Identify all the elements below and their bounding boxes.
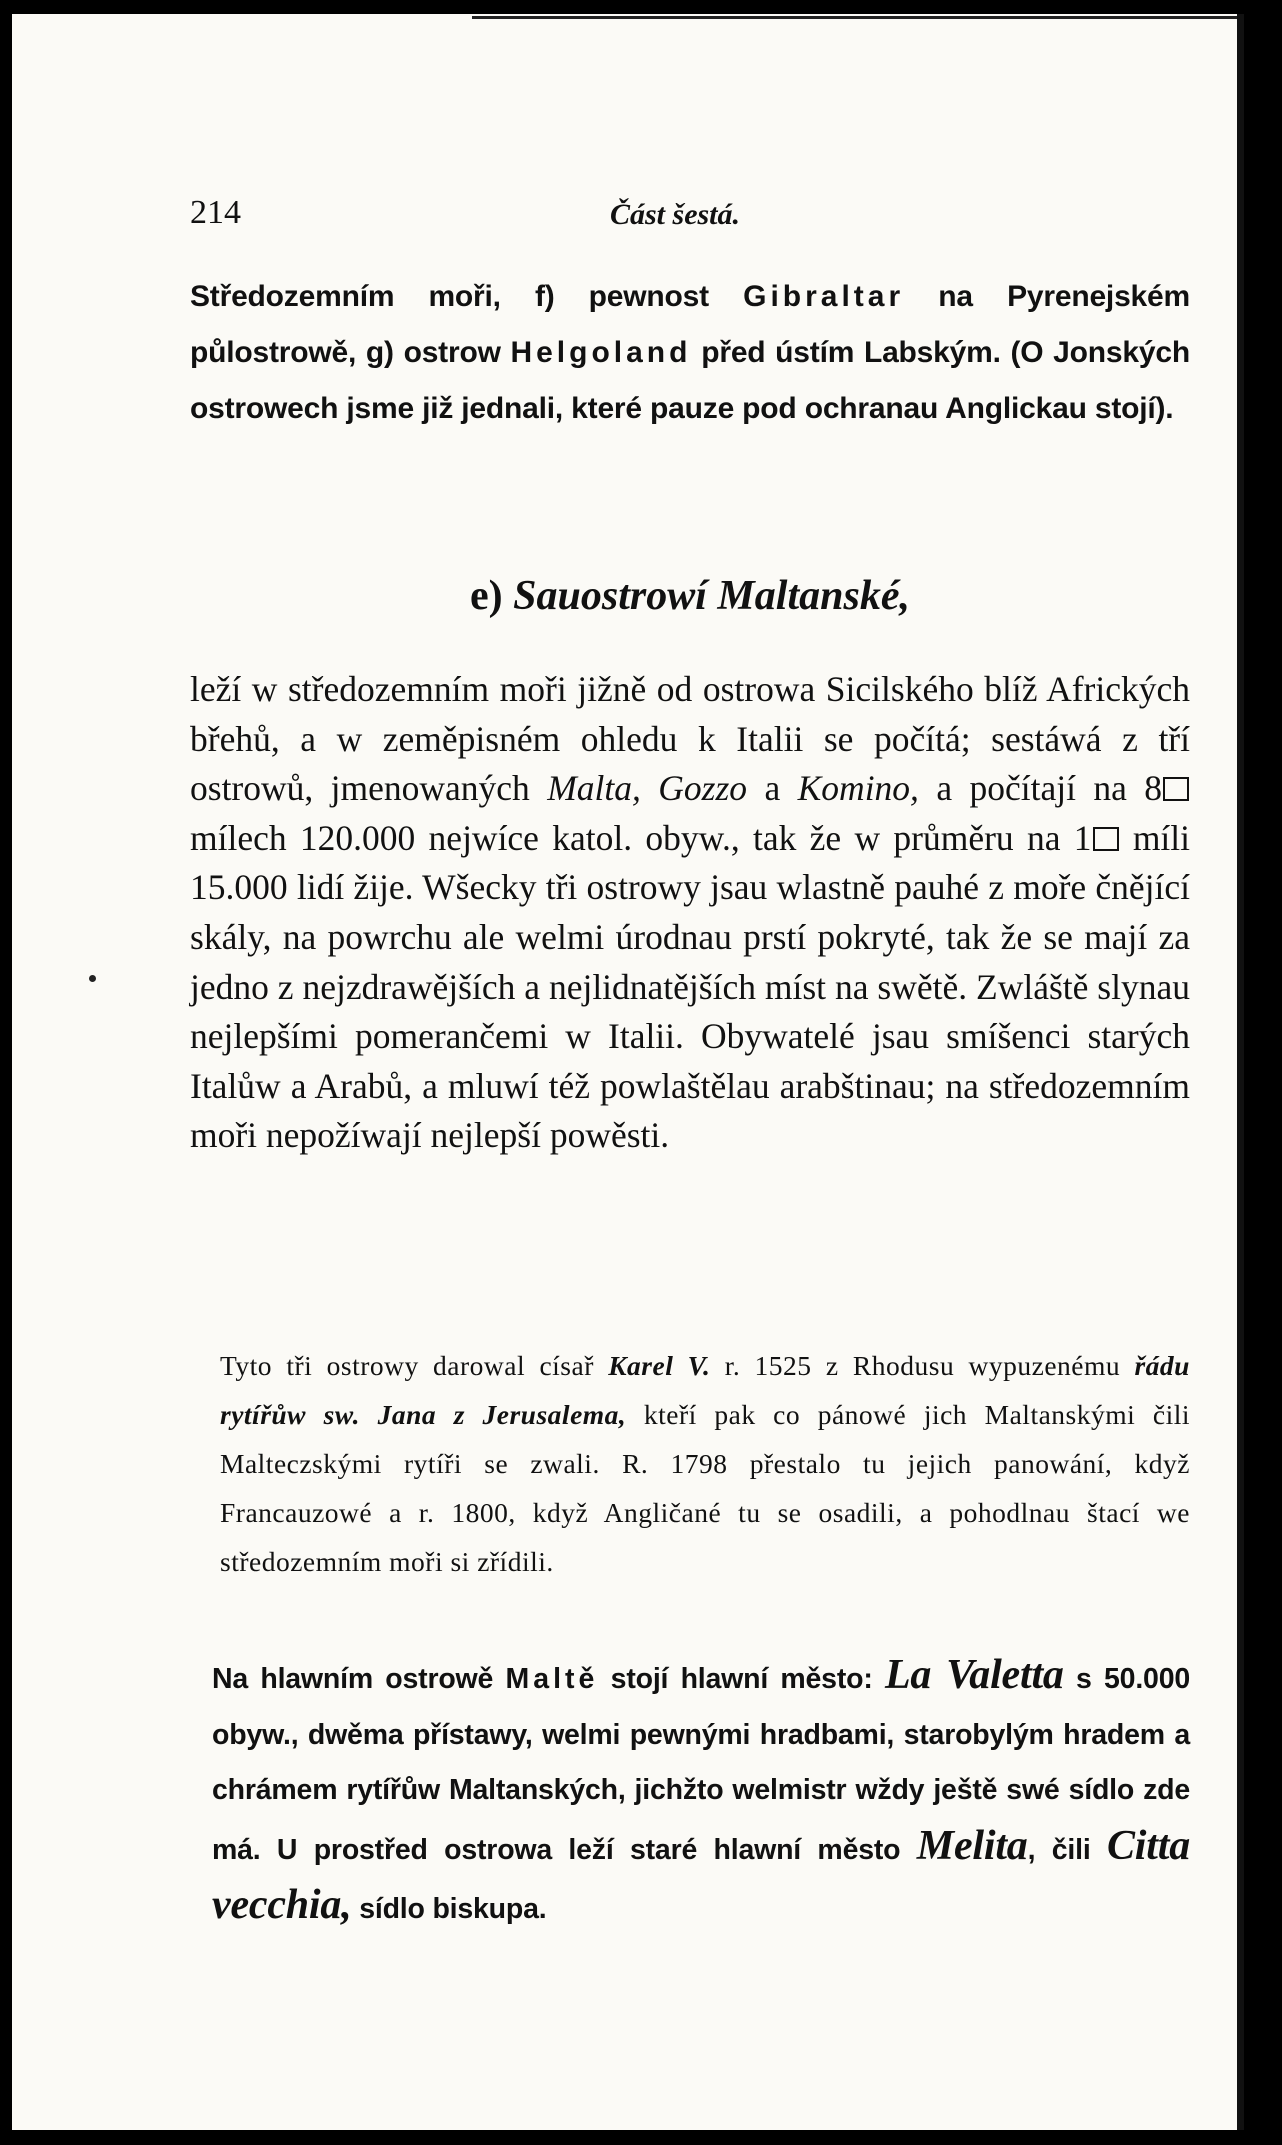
square-mile-symbol bbox=[1093, 827, 1119, 851]
name-karel: Karel V. bbox=[608, 1350, 711, 1381]
page-edge-shadow bbox=[1237, 14, 1244, 2130]
paragraph-maltese-islands: leží w středozemním moři jižně od ostrowa Sicilského blíž Afrických břehů, a w zeměpisném ohledu k Italii se počítá; sestáwá z tří ostrowů, jmenowaných Malta, Gozzo a Komino, a počítají na 8 mílech 120.000 nejwíce katol. obyw., tak že w průměru na 1 míli 15.000 lidí žije. Wšecky tři ostrowy jsau wlastně pauhé z moře čnějící skály, na powrchu ale welmi úrodnau prstí pokryté, tak že se mají za jedno z nejzdrawějších a nejlidnatějších míst na swětě. Zwláště slynau nejlepšími pomerančemi w Italii. Obywatelé jsau smíšenci starých Italůw a Arabů, a mluwí též powlaštělau arabštinau; na středozemním moři nepožíwají nejlepší powěsti. bbox=[190, 669, 1191, 1156]
paragraph-history-note: Tyto tři ostrowy darowal císař Karel V. r. 1525 z Rhodusu wypuzenému řádu rytířůw sw. Jana z Jerusalema, kteří pak co pánowé jich Maltanskými čili Malteczskými rytíři se zwali. R. 1798 přestalo tu jejich panowání, když Francauzowé a r. 1800, když Angličané tu se osadili, a pohodlnau štací we středozemním moři si zřídili. bbox=[220, 1350, 1190, 1577]
section-heading bbox=[190, 572, 1190, 620]
city-melita: Melita bbox=[916, 1822, 1028, 1869]
name-order: řádu rytířůw sw. Jana z Jerusalema, bbox=[220, 1350, 1190, 1430]
place-malte: Maltě bbox=[505, 1663, 599, 1695]
island-komino: Komino, bbox=[797, 768, 919, 809]
paragraph-continuation: Středozemním moři, f) pewnost Gibraltar na Pyrenejském půlostrowě, g) ostrow Helgoland před ústím Labským. (O Jonských ostrowech jsme již jednali, které pauze pod ochranau Anglickau stojí). bbox=[190, 280, 1190, 425]
paragraph-malta-capital: Na hlawním ostrowě Maltě stojí hlawní město: La Valetta s 50.000 obyw., dwěma přístawy, welmi pewnými hradbami, starobylým hradem a chrámem rytířůw Maltanských, jichžto welmistr wždy ještě swé sídlo zde má. U prostřed ostrowa leží staré hlawní město Melita, čili Citta vecchia, sídlo biskupa. bbox=[212, 1652, 1191, 1928]
page-header bbox=[190, 194, 790, 244]
section-title: Sauostrowí Maltanské, bbox=[513, 573, 910, 619]
margin-mark bbox=[89, 975, 96, 982]
place-helgoland: Helgoland bbox=[510, 336, 692, 369]
square-mile-symbol bbox=[1163, 777, 1189, 801]
page-number: 214 bbox=[190, 194, 241, 231]
island-gozzo: Gozzo bbox=[658, 768, 748, 809]
city-citta-vecchia: Citta vecchia, bbox=[212, 1822, 1190, 1928]
running-head: Část šestá. bbox=[610, 198, 741, 231]
island-malta: Malta, bbox=[547, 768, 641, 809]
book-page bbox=[12, 14, 1244, 2130]
top-rule bbox=[472, 16, 1244, 19]
section-label: e) bbox=[470, 573, 503, 619]
city-la-valetta: La Valetta bbox=[884, 1652, 1064, 1698]
place-gibraltar: Gibraltar bbox=[743, 280, 905, 313]
